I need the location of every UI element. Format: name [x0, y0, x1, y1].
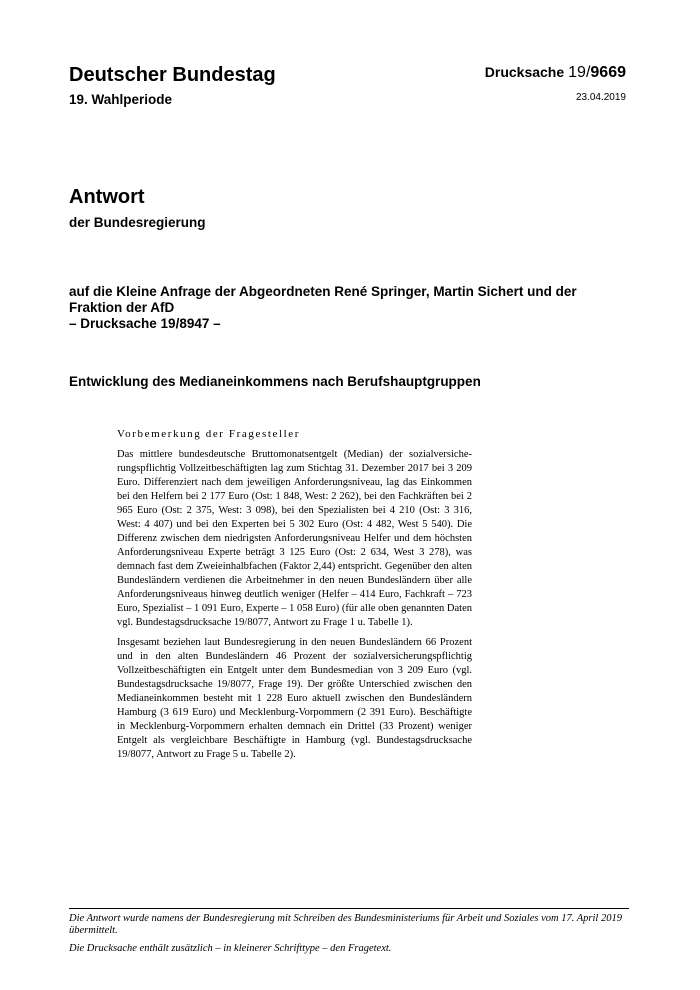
inquiry-block: [69, 284, 629, 332]
footer-note: Die Antwort wurde namens der Bundesregierung mit Schreiben des Bundesministeriums für Arbeit und Soziales vom 17. April 2019 übermittelt.: [69, 913, 622, 936]
preamble-paragraph: Das mittlere bundesdeutsche Bruttomonatsentgelt (Median) der sozialversicherungspflichtig Vollzeitbeschäftigten lag zum Stichtag 31. Dezember 2017 bei 3 209 Euro. Differenziert nach dem jeweiligen Anforderungsniveau, lag das Einkommen bei den Helfern bei 2 177 Euro (Ost: 1 848, West: 2 262), bei den Fachkräften bei 2 965 Euro (Ost: 2 375, West: 3 098), bei den Spezialisten bei 4 210 (Ost: 3 316, West: 4 407) und bei den Experten bei 5 302 Euro (Ost: 4 482, West 5 540). Die Differenz zwischen dem niedrigsten Anforderungsniveau Helfer und dem höchsten Anforderungsniveau Experte beträgt 3 125 Euro (Ost: 2 634, West 3 278), was demnach fast dem Zweieinhalbfachen (Faktor 2,44) entspricht. Gegenüber den alten Bundesländern verdienen die Arbeitnehmer in den neuen Bundesländern über alle Anforderungsniveaus hinweg deutlich weniger (Helfer – 414 Euro, Fachkraft – 723 Euro, Spezialist – 1 091 Euro, Experte – 1 058 Euro) (für alle oben genannten Daten vgl. Bundestagsdrucksache 19/8077, Antwort zu Frage 1 u. Tabelle 1).: [117, 449, 472, 628]
answer-title: Antwort: [69, 186, 145, 208]
document-header-left: [69, 62, 276, 107]
preamble-section: [117, 428, 472, 768]
institution-title: Deutscher Bundestag: [69, 64, 276, 86]
footer-notes: [69, 913, 629, 961]
inquiry-line-3: – Drucksache 19/8947 –: [69, 316, 221, 331]
doc-number: 9669: [590, 64, 626, 81]
footer-note: Die Drucksache enthält zusätzlich – in kleinerer Schrifttype – den Fragetext.: [69, 943, 392, 954]
preamble-paragraph: Insgesamt beziehen laut Bundesregierung in den neuen Bundesländern 66 Prozent und in den alten Bundesländern 46 Prozent der sozialversicherungspflichtig Vollzeitbeschäftigten ein Entgelt unter dem Bundesmedian von 3 209 Euro (vgl. Bundestagsdrucksache 19/8077, Frage 19). Der größte Unterschied zwischen den Medianeinkommen besteht mit 1 228 Euro aktuell zwischen den Bundesländern Hamburg (3 619 Euro) und Mecklenburg-Vorpommern (2 391 Euro). Beschäftigte in Mecklenburg-Vorpommern erhalten demnach ein Drittel (33 Prozent) weniger Entgelt als vergleichbare Beschäftigte in Hamburg (vgl. Bundestagsdrucksache 19/8077, Antwort zu Frage 5 u. Tabelle 2).: [117, 637, 472, 760]
inquiry-line-1: auf die Kleine Anfrage der Abgeordneten René Springer, Martin Sichert und der: [69, 284, 577, 299]
subject-title: Entwicklung des Medianeinkommens nach Berufshauptgruppen: [69, 374, 481, 389]
answer-subtitle: der Bundesregierung: [69, 215, 206, 230]
document-header-right: [485, 64, 626, 103]
doc-number-prefix: 19/: [568, 64, 591, 81]
preamble-heading: Vorbemerkung der Fragesteller: [117, 428, 301, 440]
doc-label: Drucksache: [484, 64, 565, 80]
doc-date: 23.04.2019: [575, 92, 626, 103]
doc-number-line: [485, 64, 626, 82]
footer-divider: [69, 908, 629, 909]
answer-title-block: [69, 186, 206, 230]
inquiry-line-2: Fraktion der AfD: [69, 300, 175, 315]
election-period: 19. Wahlperiode: [69, 92, 173, 107]
